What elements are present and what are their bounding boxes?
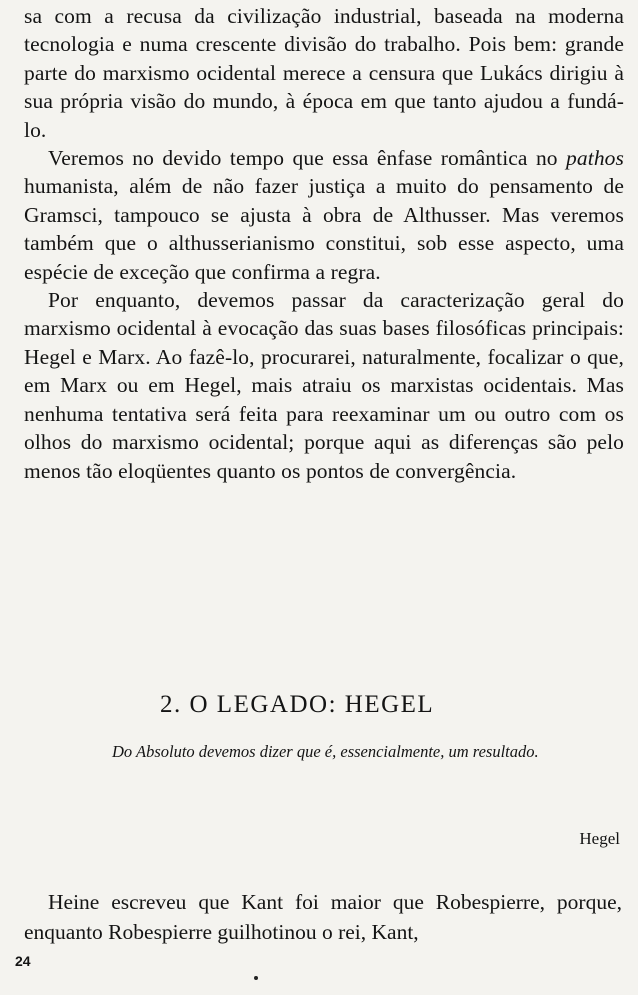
continuation-text <box>24 887 622 947</box>
page-number: 24 <box>15 953 31 969</box>
epigraph-author: Hegel <box>579 829 620 848</box>
section-heading: 2. O LEGADO: HEGEL <box>160 691 435 718</box>
paragraph-3: Por enquanto, devemos passar da caracterização geral do marxismo ocidental à evocação das suas bases filosóficas principais: Hegel e Marx. Ao fazê-lo, procurarei, naturalmente, focalizar o que, em Marx ou em Hegel, mais atraiu os marxistas ocidentais. Mas nenhuma tentativa será feita para reexaminar um ou outro com os olhos do marxismo ocidental; porque aqui as diferenças são pelo menos tão eloqüentes quanto os pontos de convergência. <box>24 288 624 483</box>
paragraph-2-rest: humanista, além de não fazer justiça a muito do pensamento de Gramsci, tampouco se ajusta à obra de Althusser. Mas veremos também que o althusserianismo constitui, sob esse aspecto, uma espécie de exceção que confirma a regra. <box>24 174 624 284</box>
paragraph-2 <box>24 144 624 286</box>
paragraph-2-lead: Veremos no devido tempo que essa ênfase romântica no <box>48 146 567 171</box>
paragraph-1: sa com a recusa da civilização industrial, baseada na moderna tecnologia e numa crescente divisão do trabalho. Pois bem: grande parte do marxismo ocidental merece a censura que Lukács dirigiu à sua própria visão do mundo, à época em que tanto ajudou a fundá-lo. <box>24 4 624 142</box>
paragraph-4: Heine escreveu que Kant foi maior que Robespierre, porque, enquanto Robespierre guilhotinou o rei, Kant, <box>24 890 622 944</box>
epigraph-quote: Do Absoluto devemos dizer que é, essencialmente, um resultado. <box>112 742 539 761</box>
print-speck <box>254 976 258 980</box>
body-text <box>24 2 624 485</box>
pathos-emphasis: pathos <box>566 146 624 171</box>
